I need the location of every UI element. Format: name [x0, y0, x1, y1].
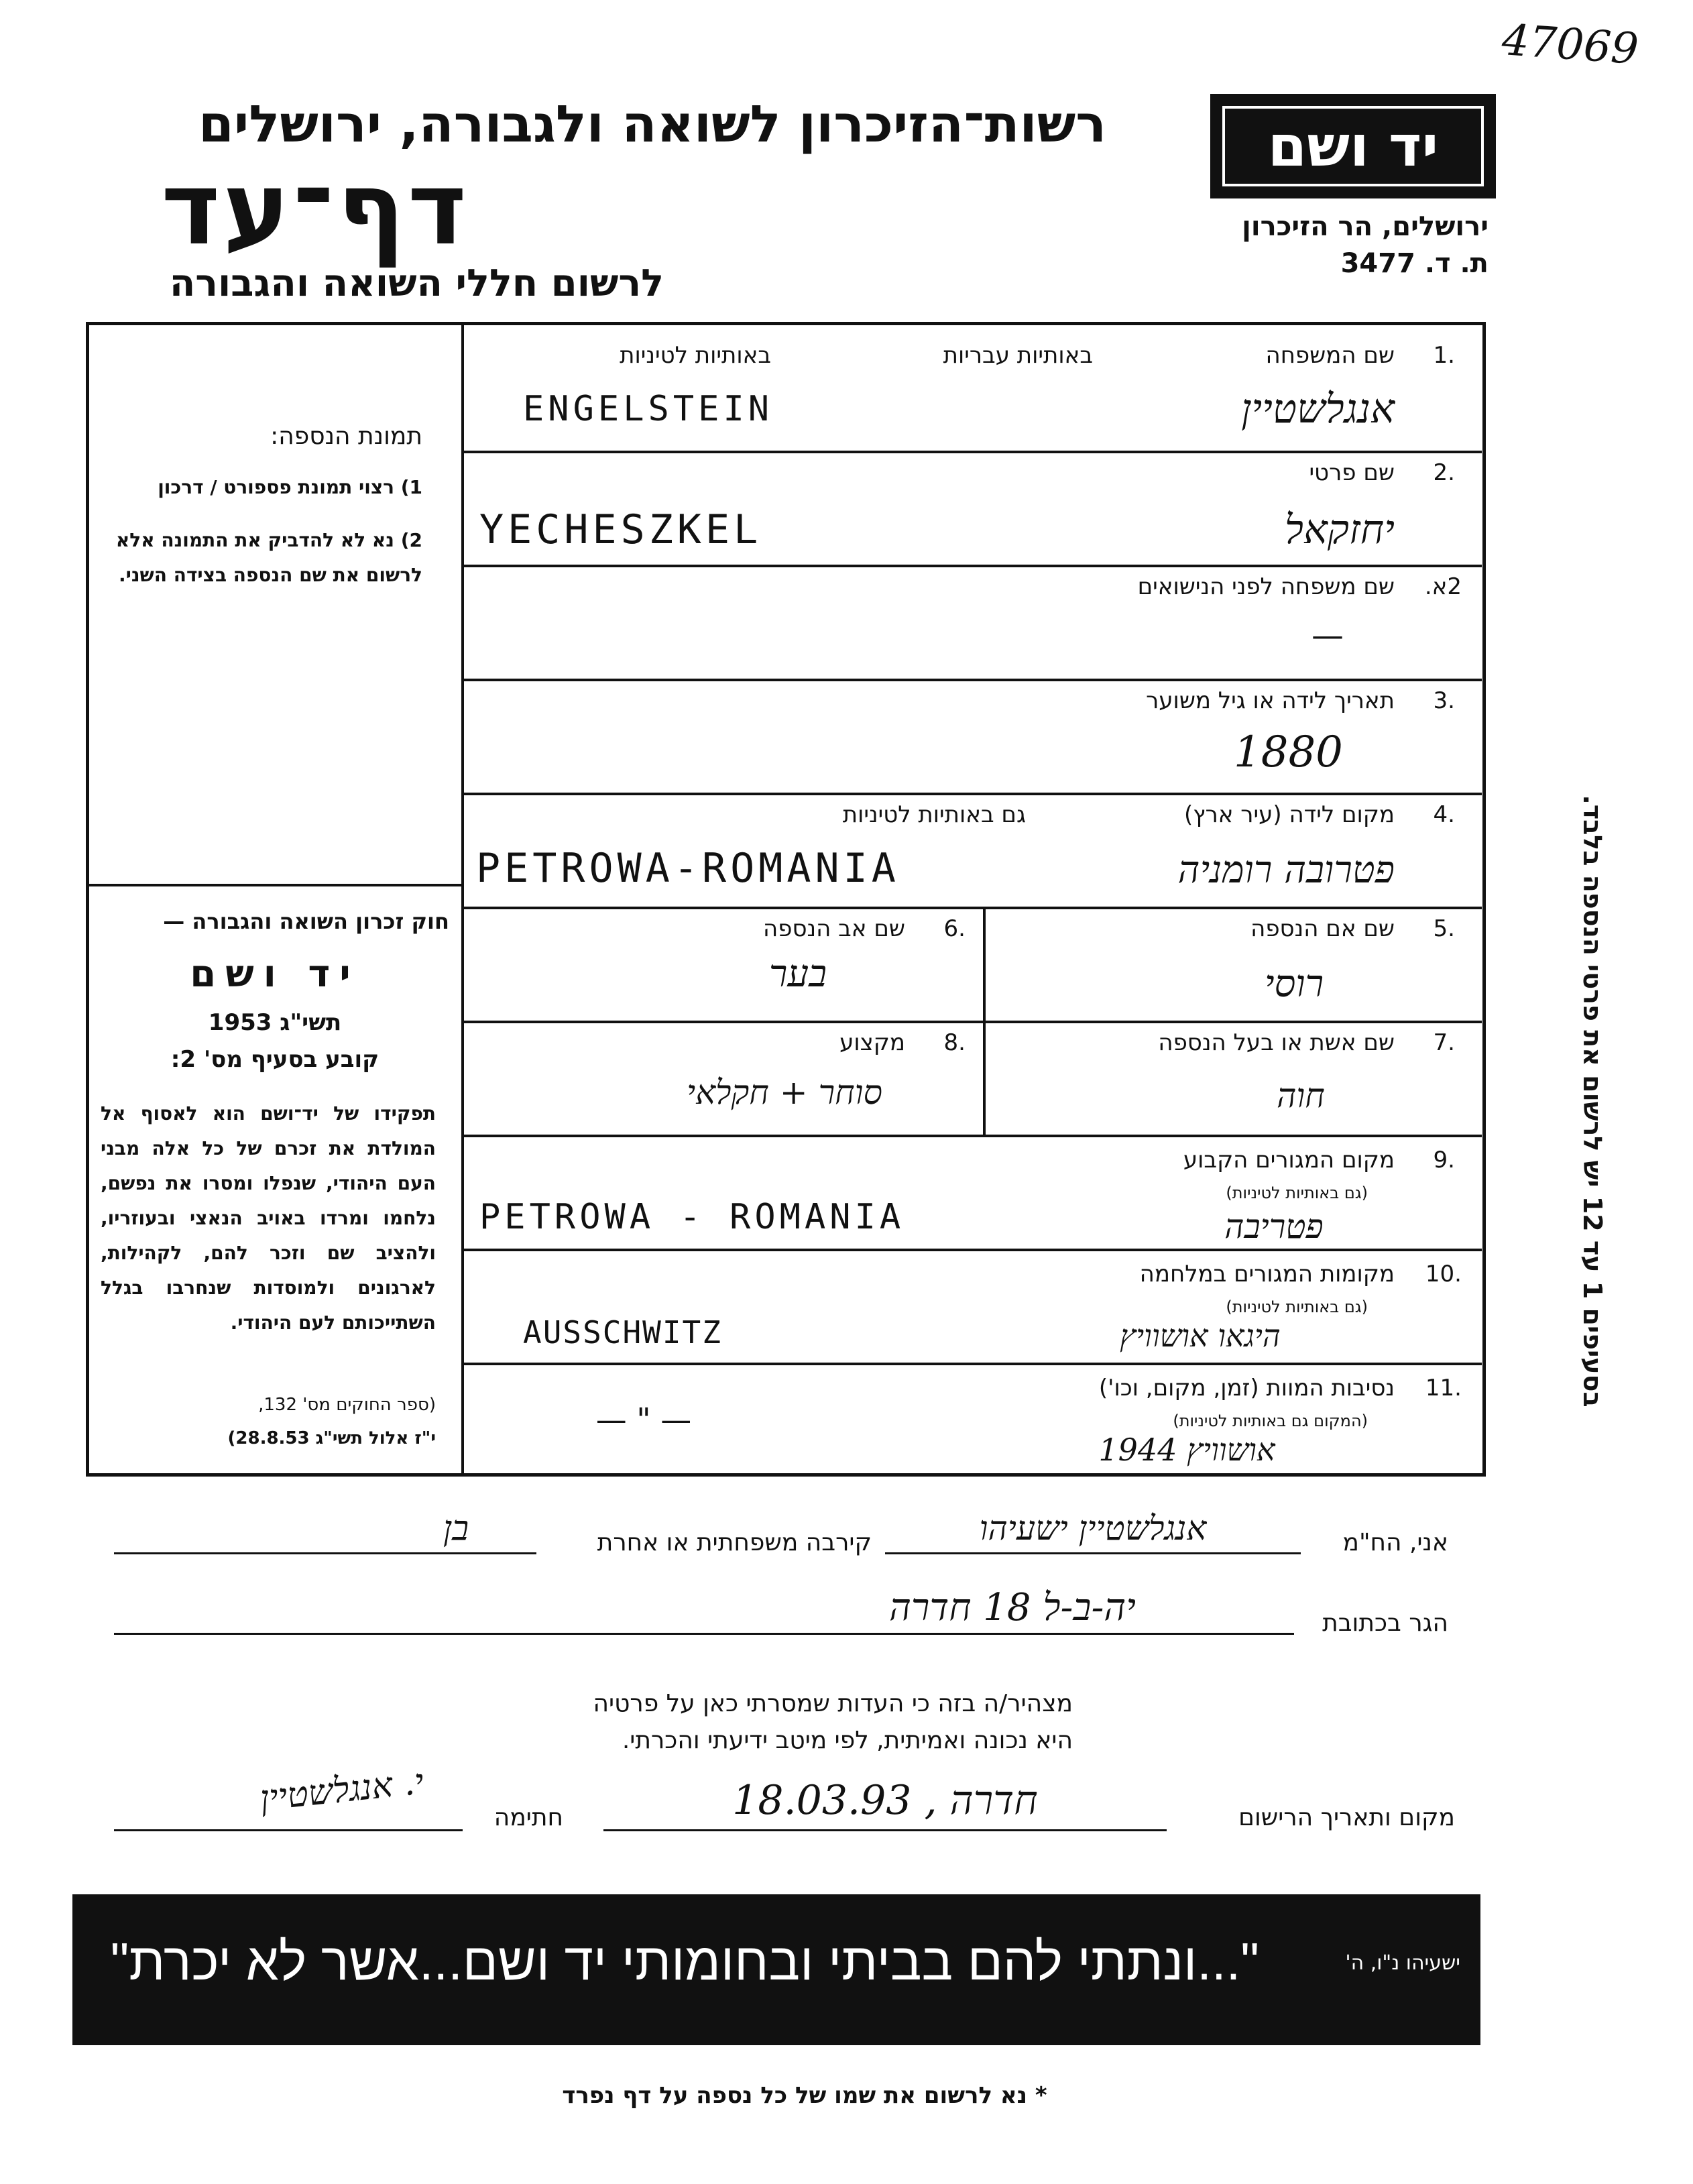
field7-num: 7.: [1433, 1029, 1455, 1056]
authority-title: רשות־הזיכרון לשואה ולגבורה, ירושלים: [198, 94, 1106, 154]
field5-num: 5.: [1433, 915, 1455, 942]
place-date-line: [603, 1829, 1167, 1831]
field9-num: 9.: [1433, 1147, 1455, 1173]
row-sep: [463, 1135, 1482, 1137]
place-date-value[interactable]: חדרה , 18.03.93: [732, 1777, 1038, 1824]
place-date-label: מקום ותאריך הרישום: [1238, 1804, 1455, 1831]
field7-label: שם אשת או בעל הנספה: [1158, 1029, 1395, 1056]
field11-value-latin[interactable]: — " —: [595, 1401, 692, 1438]
field4-value-latin[interactable]: PETROWA-ROMANIA: [476, 845, 900, 892]
field3-label: תאריך לידה או גיל משוער: [1146, 687, 1395, 714]
declaration-i-label: אני, הח"מ: [1342, 1529, 1448, 1556]
field11-num: 11.: [1425, 1375, 1462, 1401]
declaration-statement-2: היא נכונה ואמיתית, לפי מיטב ידיעתי והכרתי.: [622, 1727, 1073, 1754]
row-sep: [463, 1021, 1482, 1023]
field5-value[interactable]: רוסי: [1264, 962, 1324, 1006]
field1-value-hebrew[interactable]: אנגלשטיין: [1241, 386, 1395, 433]
banner-quote: "...ונתתי להם בביתי ובחומותי יד ושם...אשר לא יכרת": [110, 1932, 1259, 1991]
law-date: י"ז אלול תשי"ג 28.8.53): [227, 1428, 436, 1448]
field4-value-hebrew[interactable]: פטרובה רומניה: [1177, 848, 1395, 892]
field11-label: נסיבות המוות (זמן, מקום, וכו'): [1098, 1375, 1395, 1401]
law-source: (ספר החוקים מס' 132,: [258, 1395, 436, 1415]
declaration-relation-line: [114, 1552, 536, 1554]
field10-value-latin[interactable]: AUSSCHWITZ: [523, 1314, 722, 1350]
field11-sub: (המקום גם באותיות לטיניות): [1173, 1412, 1368, 1430]
law-name: יד ושם: [190, 952, 360, 996]
row-sep: [463, 1249, 1482, 1251]
row-sep: [463, 565, 1482, 567]
field1-num: 1.: [1433, 342, 1455, 369]
field6-num: 6.: [943, 915, 966, 942]
field2-value-latin[interactable]: YECHESZKEL: [479, 506, 762, 553]
address-line-1: ירושלים, הר הזיכרון: [1242, 211, 1488, 242]
law-year: תשי"ג 1953: [208, 1009, 342, 1036]
form-title: דף־עד: [161, 151, 469, 268]
row-sep: [463, 907, 1482, 909]
address-line-2: ת. ד. 3477: [1340, 248, 1488, 279]
reference-number: 47069: [1500, 15, 1640, 75]
field3-num: 3.: [1433, 687, 1455, 714]
field8-num: 8.: [943, 1029, 966, 1056]
field9-value-latin[interactable]: PETROWA - ROMANIA: [479, 1197, 905, 1237]
quote-banner: [72, 1894, 1480, 2045]
photo-title: תמונת הנספה:: [270, 422, 422, 450]
left-panel-split: [86, 884, 463, 886]
logo-text: יד ושם: [1267, 113, 1439, 179]
photo-note-2: 2) נא לא להדביק את התמונה אלא לרשום את שם הנספה בצידה השני.: [115, 529, 422, 586]
field7-value[interactable]: חוה: [1277, 1076, 1325, 1115]
field9-sub: (גם באותיות לטיניות): [1226, 1184, 1368, 1202]
field2-label: שם פרטי: [1309, 459, 1395, 486]
signature-label: חתימה: [493, 1804, 563, 1831]
field10-label: מקומות המגורים במלחמה: [1139, 1261, 1395, 1287]
field4-label: מקום לידה (עיר ארץ): [1183, 801, 1395, 828]
declaration-statement-1: מצהיר/ה בזה כי העדות שמסרתי כאן על פרטיה: [593, 1690, 1073, 1717]
law-section: קובע בסעיף מס' 2:: [170, 1046, 380, 1073]
field2-value-hebrew[interactable]: יחזקאל: [1284, 506, 1395, 553]
field10-value-hebrew[interactable]: היגאו אושוויץ: [1120, 1318, 1281, 1354]
law-heading: חוק זכרון השואה והגבורה —: [163, 909, 449, 934]
field5-label: שם אם הנספה: [1250, 915, 1395, 942]
field8-value[interactable]: סוחר + חקלאי: [687, 1073, 882, 1112]
signature-value[interactable]: י. אנגלשטיין: [258, 1762, 426, 1819]
mid-divider: [983, 909, 986, 1135]
declaration-relation-label: קירבה משפחתית או אחרת: [597, 1529, 872, 1556]
field2a-num: 2א.: [1424, 573, 1462, 600]
field6-value[interactable]: בער: [768, 952, 827, 996]
law-body: תפקידו של יד־ושם הוא לאסוף אל המולדת את זכרם של כל אלה מבני העם היהודי, שנפלו ומסרו את נפשם, נלחמו ומרדו באויב הנאצי ובעוזריו, ולהציב שם וזכר להם, לקהילות, לארגונים ולמוסדות שנחרבו בגלל השתייכותם לעם היהודי.: [101, 1102, 436, 1334]
declaration-address-value[interactable]: יה-ב-ל 18 חדרה: [889, 1586, 1136, 1629]
declaration-i-value[interactable]: אנגלשטיין ישעיהו: [979, 1509, 1207, 1548]
field1-latin-header: באותיות לטיניות: [620, 342, 771, 369]
row-sep: [463, 451, 1482, 453]
row-sep: [463, 679, 1482, 681]
field6-label: שם אב הנספה: [763, 915, 905, 942]
field11-value-hebrew[interactable]: אושוויץ 1944: [1098, 1432, 1275, 1468]
declaration-relation-value[interactable]: בן: [443, 1509, 469, 1549]
field10-num: 10.: [1425, 1261, 1462, 1287]
field1-hebrew-header: באותיות עבריות: [943, 342, 1093, 369]
field2a-value[interactable]: —: [1311, 617, 1344, 654]
side-note: בסעיפים 1 עד 12 יש לרשום את פרטי הנספה בלבד.: [1578, 795, 1607, 1407]
banner-source: ישעיהו נ"ו, ה': [1345, 1951, 1460, 1975]
declaration-i-line: [885, 1552, 1301, 1554]
yad-vashem-logo: [1210, 94, 1496, 198]
row-sep: [463, 1363, 1482, 1365]
field10-sub: (גם באותיות לטיניות): [1226, 1298, 1368, 1316]
footer-note: * נא לרשום את שמו של כל נספה על דף נפרד: [562, 2082, 1047, 2109]
field1-value-latin[interactable]: ENGELSTEIN: [523, 389, 774, 429]
photo-note-1: 1) רצוי תמונת פספורט / דרכון: [158, 476, 422, 498]
field4-latin-header: גם באותיות לטיניות: [842, 801, 1026, 828]
form-subtitle: לרשום חללי השואה והגבורה: [169, 262, 664, 305]
field9-value-hebrew[interactable]: פטריבה: [1224, 1207, 1324, 1246]
field9-label: מקום המגורים הקבוע: [1183, 1147, 1395, 1173]
logo-inner: [1222, 106, 1484, 186]
field1-label: שם המשפחה: [1265, 342, 1395, 369]
declaration-address-line: [114, 1633, 1294, 1635]
field3-value[interactable]: 1880: [1234, 728, 1343, 777]
field2a-label: שם משפחה לפני הנישואים: [1137, 573, 1395, 600]
row-sep: [463, 793, 1482, 795]
field8-label: מקצוע: [839, 1029, 905, 1056]
declaration-address-label: הגר בכתובת: [1322, 1609, 1448, 1637]
field4-num: 4.: [1433, 801, 1455, 828]
signature-line: [114, 1829, 463, 1831]
left-column-divider: [461, 322, 464, 1475]
field2-num: 2.: [1433, 459, 1455, 486]
